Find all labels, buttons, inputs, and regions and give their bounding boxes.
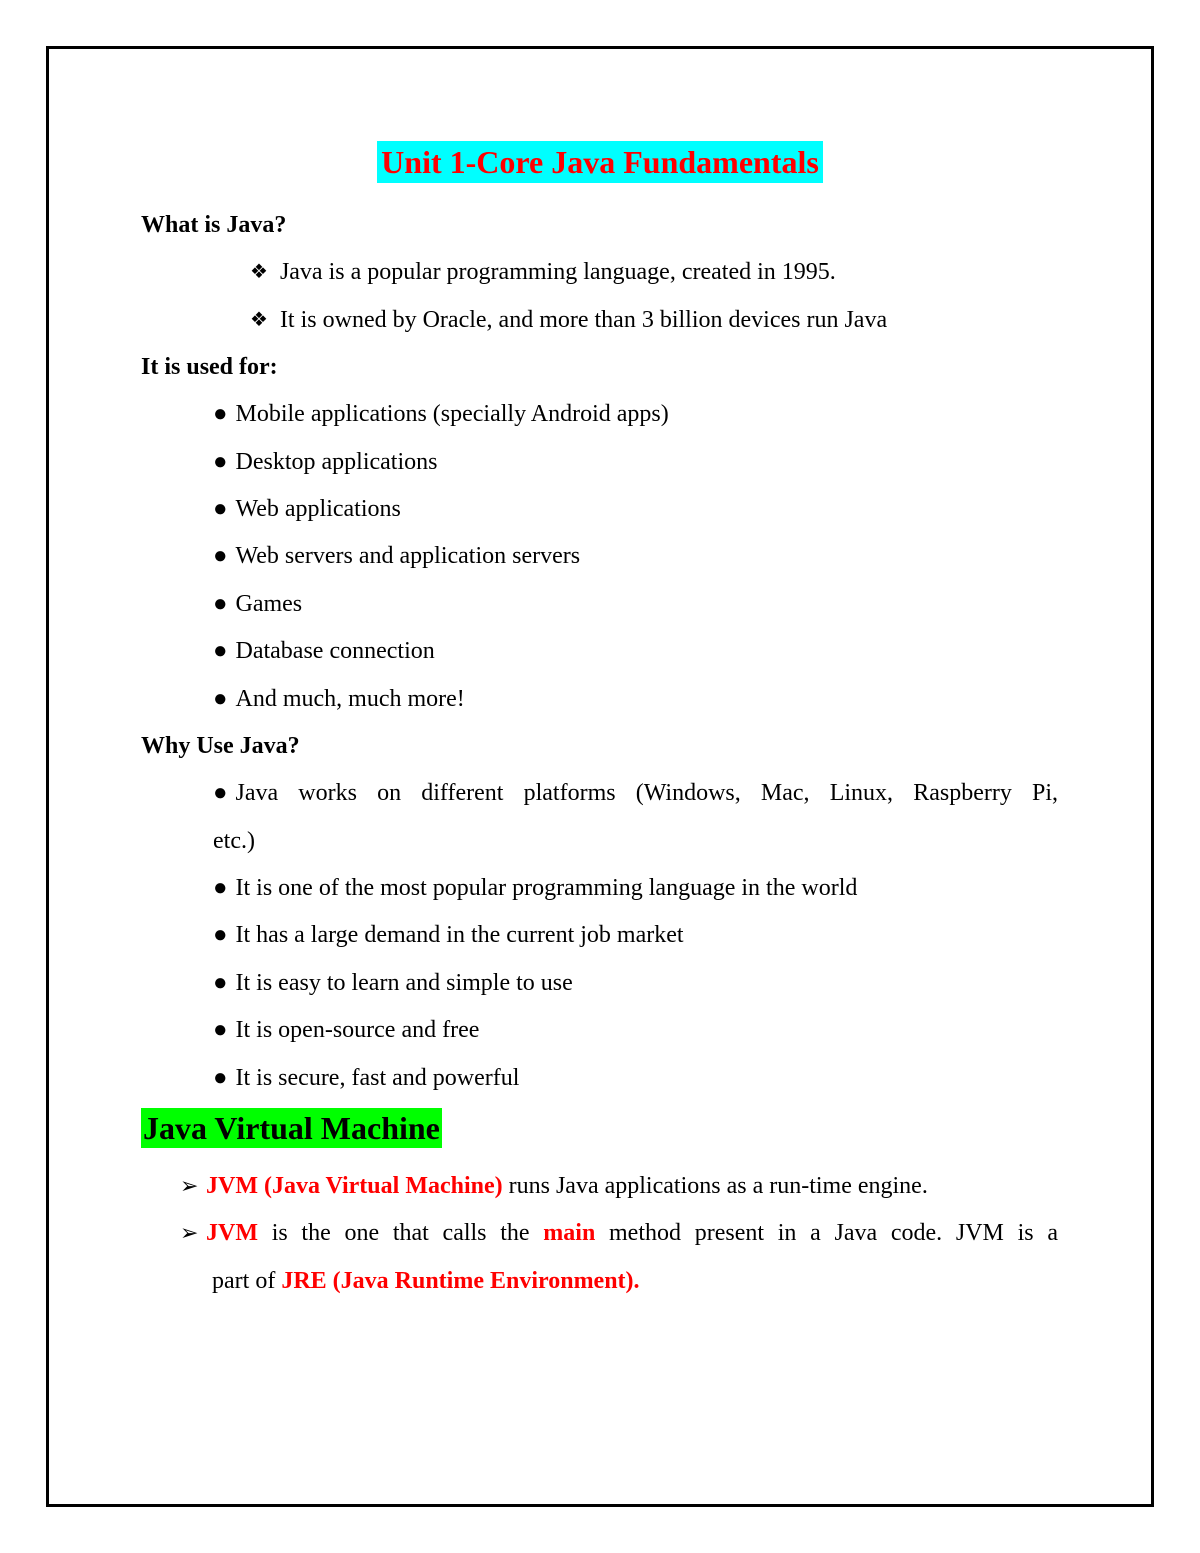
black-circle-icon: ● (213, 543, 228, 569)
list-item: ● It is secure, fast and powerful (213, 1065, 520, 1091)
list-item: ● Games (213, 591, 303, 617)
arrowhead-icon: ➢ (180, 1220, 199, 1245)
used-for-heading: It is used for: (141, 354, 278, 380)
jvm-term: JVM (Java Virtual Machine) (206, 1173, 503, 1199)
list-item-continuation: etc.) (213, 828, 255, 854)
main-term: main (543, 1220, 596, 1246)
why-use-java-heading: Why Use Java? (141, 733, 300, 759)
list-item: ● And much, much more! (213, 686, 465, 712)
jvm-term: JVM (206, 1220, 258, 1246)
black-circle-icon: ● (213, 1065, 228, 1091)
jvm-heading-block (141, 1108, 442, 1148)
four-diamond-icon: ❖ (250, 309, 268, 331)
title-block (0, 141, 1200, 183)
black-circle-icon: ● (213, 401, 228, 427)
arrowhead-icon: ➢ (180, 1173, 199, 1198)
black-circle-icon: ● (213, 591, 228, 617)
list-item: ❖ Java is a popular programming language, created in 1995. (250, 259, 836, 285)
list-item: ● It is one of the most popular programming language in the world (213, 875, 858, 901)
black-circle-icon: ● (213, 780, 228, 806)
black-circle-icon: ● (213, 875, 228, 901)
list-item: ❖ It is owned by Oracle, and more than 3 billion devices run Java (250, 307, 888, 333)
black-circle-icon: ● (213, 638, 228, 664)
black-circle-icon: ● (213, 1017, 228, 1043)
list-item: ● Database connection (213, 638, 435, 664)
black-circle-icon: ● (213, 496, 228, 522)
list-item: ● Web servers and application servers (213, 543, 581, 569)
list-item: ● It is easy to learn and simple to use (213, 970, 573, 996)
page-title: Unit 1-Core Java Fundamentals (377, 141, 823, 183)
what-is-java-heading: What is Java? (141, 212, 287, 238)
list-item: ● It has a large demand in the current job market (213, 922, 684, 948)
four-diamond-icon: ❖ (250, 261, 268, 283)
jvm-point-2-continuation: part of JRE (Java Runtime Environment). (212, 1268, 640, 1294)
list-item: ● It is open-source and free (213, 1017, 480, 1043)
jre-term: JRE (Java Runtime Environment). (281, 1268, 640, 1294)
jvm-point-2: ➢ JVM is the one that calls the main method present in a Java code. JVM is a (180, 1220, 1058, 1246)
list-item: ● Web applications (213, 496, 401, 522)
black-circle-icon: ● (213, 922, 228, 948)
list-item: ● Desktop applications (213, 449, 438, 475)
list-item: ● Java works on different platforms (Windows, Mac, Linux, Raspberry Pi, (213, 780, 1058, 806)
list-item: ● Mobile applications (specially Android apps) (213, 401, 669, 427)
jvm-heading: Java Virtual Machine (143, 1110, 440, 1146)
black-circle-icon: ● (213, 686, 228, 712)
black-circle-icon: ● (213, 449, 228, 475)
black-circle-icon: ● (213, 970, 228, 996)
jvm-point-1: ➢ JVM (Java Virtual Machine) runs Java applications as a run-time engine. (180, 1173, 928, 1199)
